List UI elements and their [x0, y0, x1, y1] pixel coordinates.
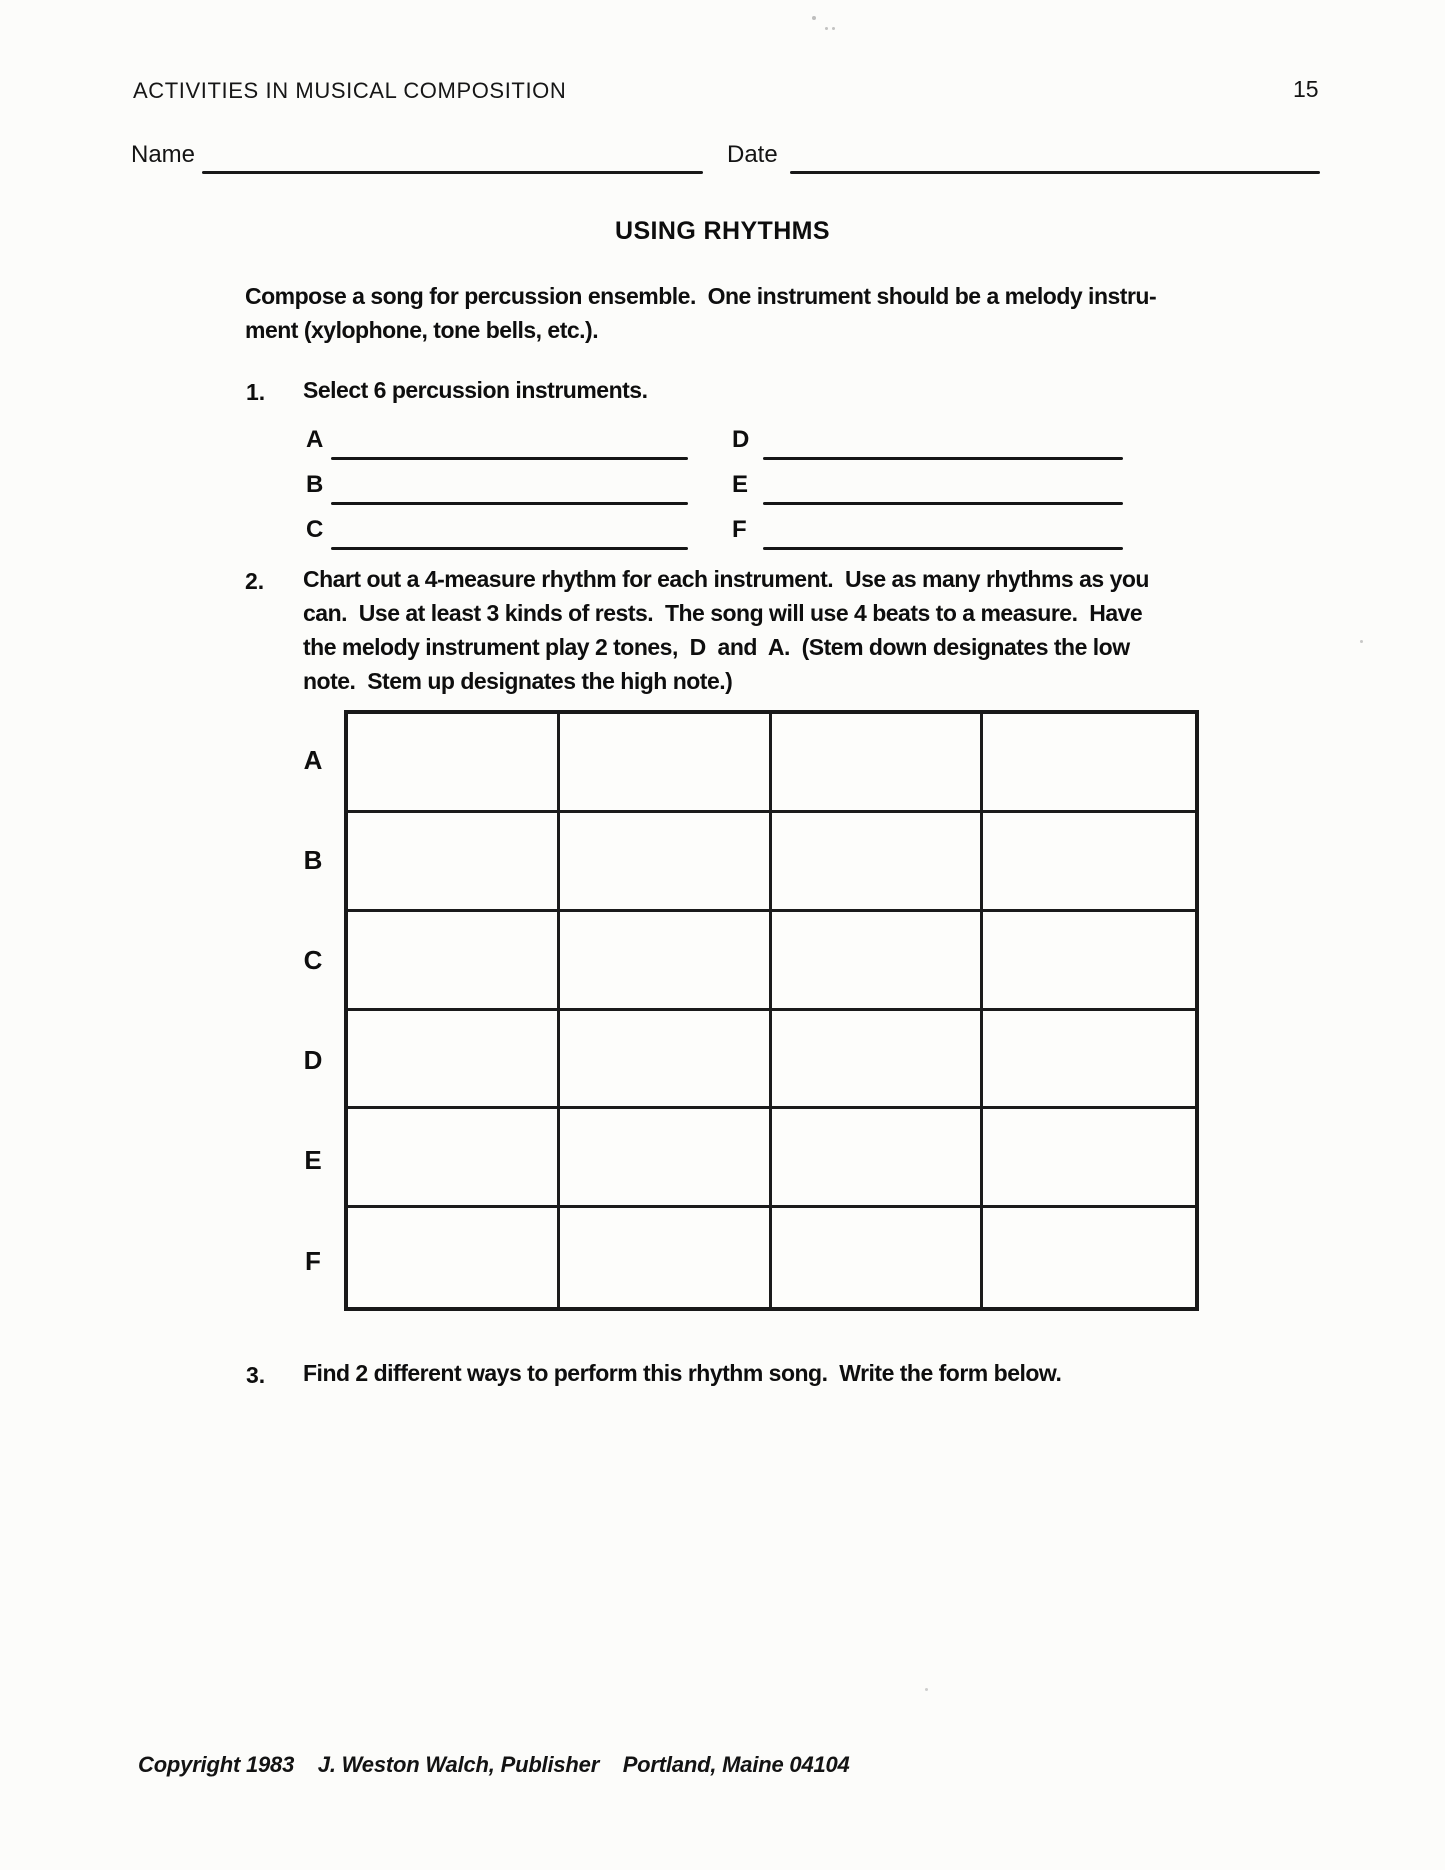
grid-row-label-d: D [303, 1045, 323, 1075]
scan-speck [925, 1688, 928, 1691]
measure-cell [560, 912, 772, 1011]
measure-cell [983, 912, 1195, 1011]
measure-cell [560, 714, 772, 813]
measure-cell [348, 1208, 560, 1307]
measure-cell [560, 813, 772, 912]
item-2-text-line: the melody instrument play 2 tones, D and A. (Stem down designates the low [303, 634, 1130, 660]
measure-cell [560, 1011, 772, 1110]
item-2-text-line: can. Use at least 3 kinds of rests. The song will use 4 beats to a measure. Have [303, 600, 1143, 626]
date-label: Date [727, 141, 778, 168]
measure-cell [348, 912, 560, 1011]
measure-cell [348, 714, 560, 813]
scan-speck [825, 27, 828, 30]
grid-row-label-c: C [303, 945, 323, 975]
blank-label-b: B [306, 471, 324, 498]
intro-paragraph-line: Compose a song for percussion ensemble. One instrument should be a melody instru- [245, 283, 1157, 309]
scan-speck [832, 27, 835, 30]
item-3-number: 3. [246, 1362, 266, 1388]
grid-row-label-e: E [304, 1145, 322, 1175]
book-title-header: ACTIVITIES IN MUSICAL COMPOSITION [133, 78, 567, 103]
measure-cell [772, 912, 984, 1011]
blank-label-a: A [306, 426, 324, 453]
instrument-blank-e [763, 502, 1123, 505]
measure-cell [348, 1109, 560, 1208]
measure-cell [348, 813, 560, 912]
name-label: Name [131, 141, 196, 168]
item-2-text-line: Chart out a 4-measure rhythm for each instrument. Use as many rhythms as you [303, 566, 1149, 592]
blank-label-d: D [732, 426, 750, 453]
measure-cell [983, 1208, 1195, 1307]
item-2-text-line: note. Stem up designates the high note.) [303, 668, 733, 694]
grid-row-label-f: F [305, 1246, 321, 1276]
measure-cell [772, 714, 984, 813]
blank-label-e: E [732, 471, 749, 498]
instrument-blank-f [763, 547, 1123, 550]
item-3-text: Find 2 different ways to perform this rhythm song. Write the form below. [303, 1360, 1062, 1386]
measure-cell [772, 1208, 984, 1307]
blank-label-c: C [306, 516, 324, 543]
measure-cell [772, 813, 984, 912]
measure-cell [560, 1208, 772, 1307]
measure-cell [772, 1109, 984, 1208]
blank-label-f: F [732, 516, 747, 543]
rhythm-grid [344, 710, 1199, 1311]
item-1-number: 1. [246, 379, 266, 405]
grid-row-label-b: B [303, 845, 323, 875]
item-2-number: 2. [245, 568, 265, 594]
measure-cell [983, 714, 1195, 813]
scan-speck [1360, 640, 1363, 643]
name-blank-line [202, 171, 703, 174]
item-1-text: Select 6 percussion instruments. [303, 377, 648, 403]
measure-cell [560, 1109, 772, 1208]
date-blank-line [790, 171, 1320, 174]
intro-paragraph-line: ment (xylophone, tone bells, etc.). [245, 317, 599, 343]
measure-cell [983, 1109, 1195, 1208]
page-number: 15 [1293, 76, 1319, 102]
scan-speck [812, 16, 816, 20]
instrument-blank-a [331, 457, 688, 460]
copyright-footer: Copyright 1983 J. Weston Walch, Publisher Portland, Maine 04104 [138, 1752, 850, 1777]
instrument-blank-b [331, 502, 688, 505]
grid-row-label-a: A [303, 745, 323, 775]
measure-cell [983, 813, 1195, 912]
measure-cell [772, 1011, 984, 1110]
measure-cell [348, 1011, 560, 1110]
measure-cell [983, 1011, 1195, 1110]
instrument-blank-c [331, 547, 688, 550]
instrument-blank-d [763, 457, 1123, 460]
worksheet-title: USING RHYTHMS [615, 217, 830, 245]
